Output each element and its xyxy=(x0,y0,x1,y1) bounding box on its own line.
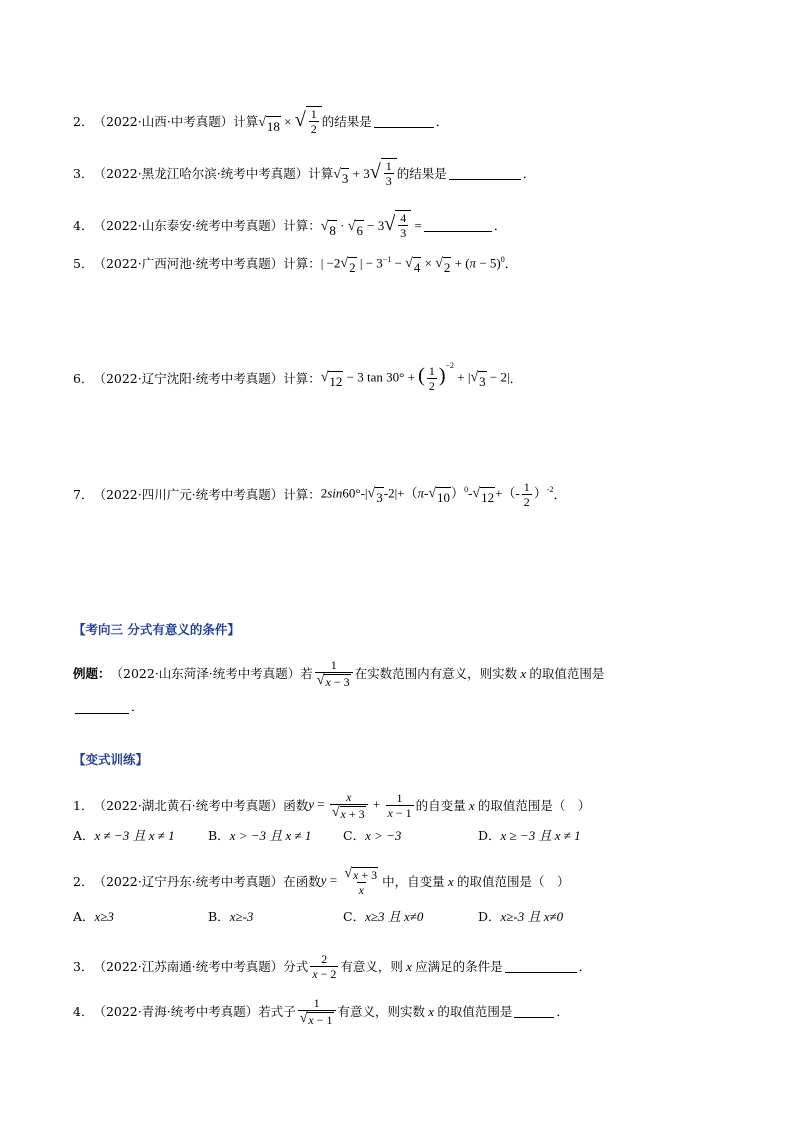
option-b[interactable]: B．x≥-3 xyxy=(208,909,254,924)
period: ． xyxy=(504,256,518,272)
problem-suffix: 的结果是 xyxy=(321,113,372,129)
problem-prompt: 计算： xyxy=(283,370,321,386)
option-c[interactable]: C．x≥3 且 x≠0 xyxy=(343,909,424,924)
period: ． xyxy=(435,113,449,129)
problem-7 xyxy=(73,480,566,509)
problem-suffix: 的自变量 xyxy=(415,797,466,813)
math-expression: $\frac{2}{x - 2}$ xyxy=(312,952,337,981)
problem-number: 6． xyxy=(73,370,94,386)
problem-3 xyxy=(73,158,535,189)
practice-q1 xyxy=(73,790,590,821)
math-expression: 1 √ x − 3 xyxy=(313,658,355,689)
problem-suffix: 的取值范围是 xyxy=(437,1003,513,1019)
practice-q2 xyxy=(73,866,569,897)
problem-source: （2022·黑龙江哈尔滨·统考中考真题） xyxy=(93,165,309,181)
problem-prompt: 若式子 xyxy=(258,1003,296,1019)
problem-number: 7． xyxy=(73,486,94,502)
problem-number: 4． xyxy=(73,217,94,233)
problem-number: 3． xyxy=(73,958,94,974)
practice-q4 xyxy=(73,996,569,1027)
problem-source: （2022·山东菏泽·统考中考真题） xyxy=(110,665,301,681)
practice-heading: 【变式训练】 xyxy=(73,752,149,767)
problem-source: （2022·辽宁丹东·统考中考真题） xyxy=(93,873,284,889)
problem-prompt: 在函数 xyxy=(283,873,321,889)
example-answer-line xyxy=(73,697,144,717)
period: ． xyxy=(509,370,523,386)
section-heading: 【考向三 分式有意义的条件】 xyxy=(73,622,240,637)
variable-x: x xyxy=(517,665,530,681)
option-a[interactable]: A．x ≠ −3 且 x ≠ 1 xyxy=(73,828,175,843)
variable-x: x xyxy=(444,873,457,889)
answer-blank[interactable] xyxy=(75,701,129,714)
answer-blank[interactable] xyxy=(505,960,577,973)
math-expression: 2sin60°-| √ 3 -2|+（π- √ 10 ）$^0$- √ 12 +（- $\frac{1}{2}$ ）$^{-2}$ xyxy=(320,480,554,509)
problem-prompt: 计算： xyxy=(283,256,321,272)
example-problem xyxy=(73,658,604,689)
period: ． xyxy=(556,1003,569,1019)
problem-suffix: 在实数范围内有意义，则实数 xyxy=(354,665,518,681)
option-c[interactable]: C．x > −3 xyxy=(343,828,402,843)
math-expression: √ 18 × √ $\frac{1}{2}$ xyxy=(258,106,322,137)
problem-source: （2022·山东泰安·统考中考真题） xyxy=(93,217,284,233)
problem-suffix: 有意义，则实数 xyxy=(337,1003,426,1019)
problem-source: （2022·四川广元·统考中考真题） xyxy=(93,486,284,502)
problem-source: （2022·广西河池·统考中考真题） xyxy=(93,256,284,272)
problem-5 xyxy=(73,250,517,278)
q2-options xyxy=(73,907,733,927)
problem-6 xyxy=(73,361,523,393)
problem-prompt: 计算： xyxy=(283,217,321,233)
math-expression: 1 √ x − 1 xyxy=(296,996,338,1027)
problem-source: （2022·湖北黄石·统考中考真题） xyxy=(93,797,284,813)
problem-2 xyxy=(73,106,448,137)
period: ． xyxy=(522,165,536,181)
problem-source: （2022·青海·统考中考真题） xyxy=(93,1003,259,1019)
problem-source: （2022·山西·中考真题） xyxy=(93,113,234,129)
period: ． xyxy=(553,486,566,502)
problem-suffix: 的取值范围是（ ） xyxy=(456,873,570,889)
problem-suffix: 中，自变量 xyxy=(382,873,445,889)
problem-number: 2． xyxy=(73,873,94,889)
example-label: 例题： xyxy=(73,665,111,681)
option-a[interactable]: A．x≥3 xyxy=(73,909,114,924)
problem-number: 3． xyxy=(73,165,94,181)
practice-q3 xyxy=(73,952,591,981)
problem-suffix: 应满足的条件是 xyxy=(415,958,503,974)
answer-blank[interactable] xyxy=(424,219,492,232)
problem-prompt: 计算 xyxy=(308,165,334,181)
problem-suffix: 的结果是 xyxy=(396,165,447,181)
answer-blank[interactable] xyxy=(449,167,521,180)
period: ． xyxy=(493,217,507,233)
problem-prompt: 若 xyxy=(300,665,313,681)
problem-suffix: 的取值范围是（ ） xyxy=(477,797,591,813)
option-b[interactable]: B．x > −3 且 x ≠ 1 xyxy=(208,828,312,843)
problem-number: 4． xyxy=(73,1003,94,1019)
problem-number: 2． xyxy=(73,113,94,129)
problem-source: （2022·辽宁沈阳·统考中考真题） xyxy=(93,370,284,386)
option-d[interactable]: D．x≥-3 且 x≠0 xyxy=(478,909,564,924)
period: ． xyxy=(578,958,592,974)
problem-4 xyxy=(73,210,506,241)
math-expression: y = √ x + 3 x xyxy=(320,866,378,897)
math-expression: √ 12 − 3 tan 30° + ( $\frac{1}{2}$ )$^{-2}$ + | √ 3 − 2| xyxy=(320,361,510,393)
math-expression: √ 3 + 3 √ $\frac{1}{3}$ xyxy=(333,158,397,189)
problem-prompt: 函数 xyxy=(283,797,309,813)
variable-x: x xyxy=(465,797,478,813)
problem-source: （2022·江苏南通·统考中考真题） xyxy=(93,958,284,974)
problem-suffix: 有意义，则 xyxy=(340,958,403,974)
answer-blank[interactable] xyxy=(374,115,434,128)
math-expression: | −2 √ 2 | − $3^{-1}$ − √ 4 × √ 2 + $(\pi - 5)^0$ xyxy=(321,250,505,278)
problem-number: 5． xyxy=(73,256,94,272)
variable-x: x xyxy=(425,1003,438,1019)
problem-prompt: 计算： xyxy=(283,486,321,502)
q1-options xyxy=(73,826,733,846)
math-expression: y = x √ x + 3 + $\frac{1}{x - 1}$ xyxy=(308,790,412,821)
problem-suffix: 的取值范围是 xyxy=(529,665,605,681)
answer-blank[interactable] xyxy=(514,1005,554,1018)
period: ． xyxy=(131,699,144,714)
problem-prompt: 计算 xyxy=(233,113,259,129)
option-d[interactable]: D．x ≥ −3 且 x ≠ 1 xyxy=(478,828,581,843)
math-expression: √ 8 · √ 6 − 3 √ $\frac{4}{3}$ = xyxy=(320,211,422,240)
problem-number: 1． xyxy=(73,797,94,813)
variable-x: x xyxy=(402,958,416,974)
problem-prompt: 分式 xyxy=(283,958,309,974)
